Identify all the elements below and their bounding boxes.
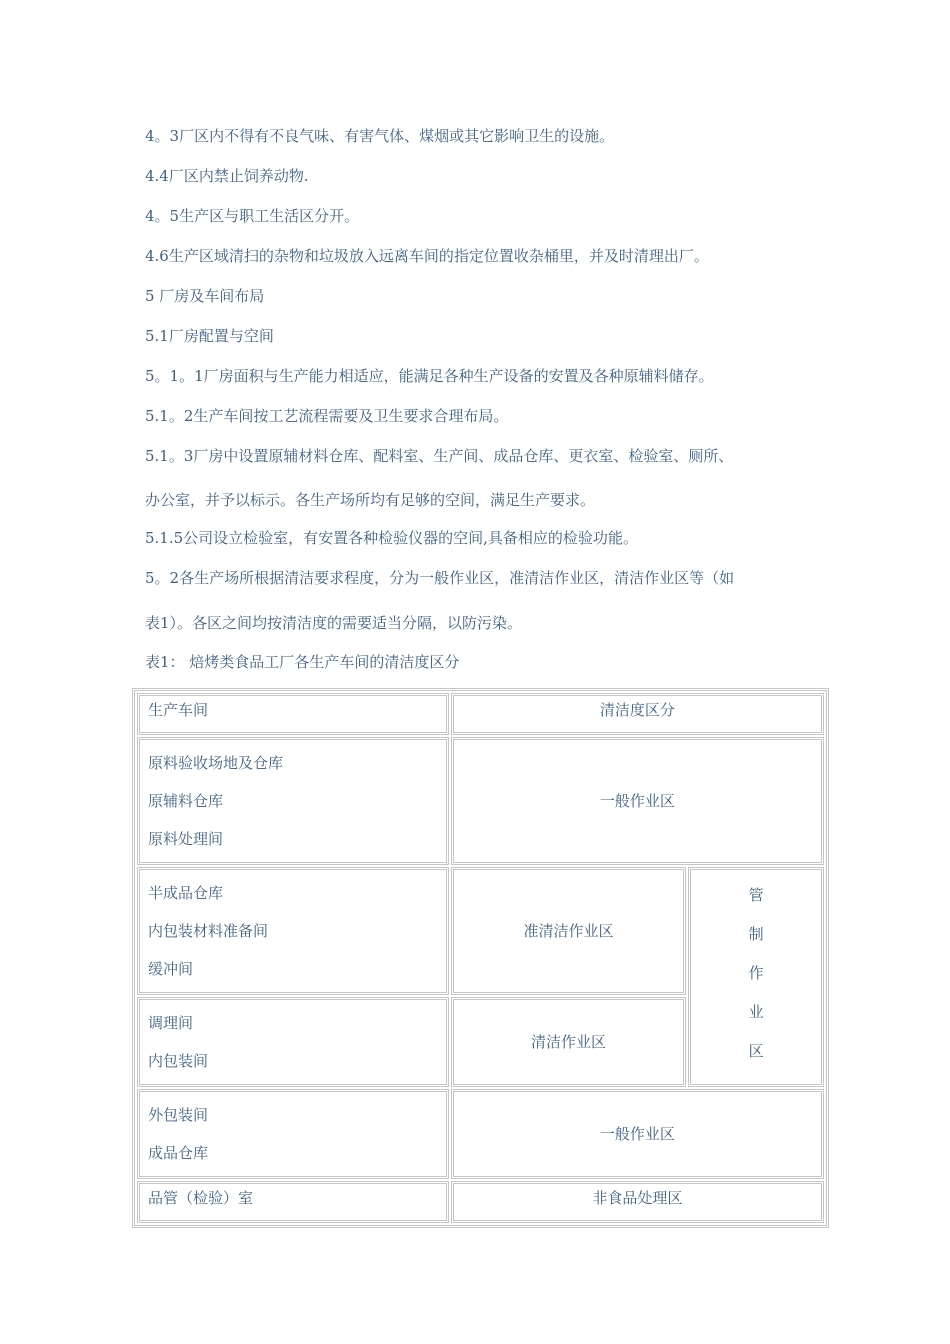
cleanliness-table xyxy=(132,688,829,1228)
table-row xyxy=(137,867,824,995)
para-4-5: 4。5生产区与职工生活区分开。 xyxy=(145,207,360,225)
workshop-name: 调理间 xyxy=(148,1014,194,1032)
section-5-heading: 5 厂房及车间布局 xyxy=(145,287,265,305)
para-5-1-1: 5。1。1厂房面积与生产能力相适应，能满足各种生产设备的安置及各种原辅料储存。 xyxy=(145,367,714,385)
control-zone-cell xyxy=(688,867,824,1087)
workshop-name: 原料验收场地及仓库 xyxy=(148,754,284,772)
para-5-1-2: 5.1。2生产车间按工艺流程需要及卫生要求合理布局。 xyxy=(145,407,509,425)
table-header-row xyxy=(137,693,824,735)
section-5-1-heading: 5.1厂房配置与空间 xyxy=(145,327,274,345)
workshop-name: 成品仓库 xyxy=(148,1144,209,1162)
para-5-1-3-line1: 5.1。3厂房中设置原辅材料仓库、配料室、生产间、成品仓库、更衣室、检验室、厕所、 xyxy=(145,447,734,465)
para-5-1-5: 5.1.5公司设立检验室，有安置各种检验仪器的空间,具备相应的检验功能。 xyxy=(145,529,638,547)
workshop-cell xyxy=(137,867,449,995)
workshop-cell xyxy=(137,1089,449,1179)
workshop-name: 半成品仓库 xyxy=(148,884,224,902)
header-workshop: 生产车间 xyxy=(137,693,449,735)
workshop-cell xyxy=(137,737,449,865)
para-5-1-3-line2: 办公室，并予以标示。各生产场所均有足够的空间，满足生产要求。 xyxy=(145,491,596,509)
header-zone: 清洁度区分 xyxy=(451,693,824,735)
para-4-3: 4。3厂区内不得有不良气味、有害气体、煤烟或其它影响卫生的设施。 xyxy=(145,127,615,145)
workshop-name: 内包装材料准备间 xyxy=(148,922,269,940)
control-zone-char: 管 xyxy=(748,886,764,904)
table-caption: 表1： 焙烤类食品工厂各生产车间的清洁度区分 xyxy=(145,653,460,671)
workshop-name: 内包装间 xyxy=(148,1052,209,1070)
workshop-name: 原料处理间 xyxy=(148,830,224,848)
table-row xyxy=(137,1089,824,1179)
control-zone-char: 业 xyxy=(748,1003,764,1021)
workshop-cell xyxy=(137,997,449,1087)
workshop-name: 缓冲间 xyxy=(148,960,194,978)
control-zone-char: 区 xyxy=(748,1042,764,1060)
para-4-6: 4.6生产区域清扫的杂物和垃圾放入远离车间的指定位置收杂桶里，并及时清理出厂。 xyxy=(145,247,709,265)
workshop-name: 外包装间 xyxy=(148,1106,209,1124)
para-4-4: 4.4厂区内禁止饲养动物. xyxy=(145,167,309,185)
workshop-name: 原辅料仓库 xyxy=(148,792,224,810)
zone-cell: 非食品处理区 xyxy=(451,1181,824,1223)
zone-cell: 一般作业区 xyxy=(451,737,824,865)
para-5-2-line1: 5。2各生产场所根据清洁要求程度，分为一般作业区，准清洁作业区，清洁作业区等（如 xyxy=(145,569,735,587)
zone-cell: 一般作业区 xyxy=(451,1089,824,1179)
table-row xyxy=(137,737,824,865)
table-row xyxy=(137,1181,824,1223)
control-zone-char: 作 xyxy=(748,964,764,982)
zone-cell: 清洁作业区 xyxy=(451,997,686,1087)
para-5-2-line2: 表1）。各区之间均按清洁度的需要适当分隔，以防污染。 xyxy=(145,614,523,632)
zone-cell: 准清洁作业区 xyxy=(451,867,686,995)
workshop-cell: 品管（检验）室 xyxy=(137,1181,449,1223)
control-zone-char: 制 xyxy=(748,925,764,943)
